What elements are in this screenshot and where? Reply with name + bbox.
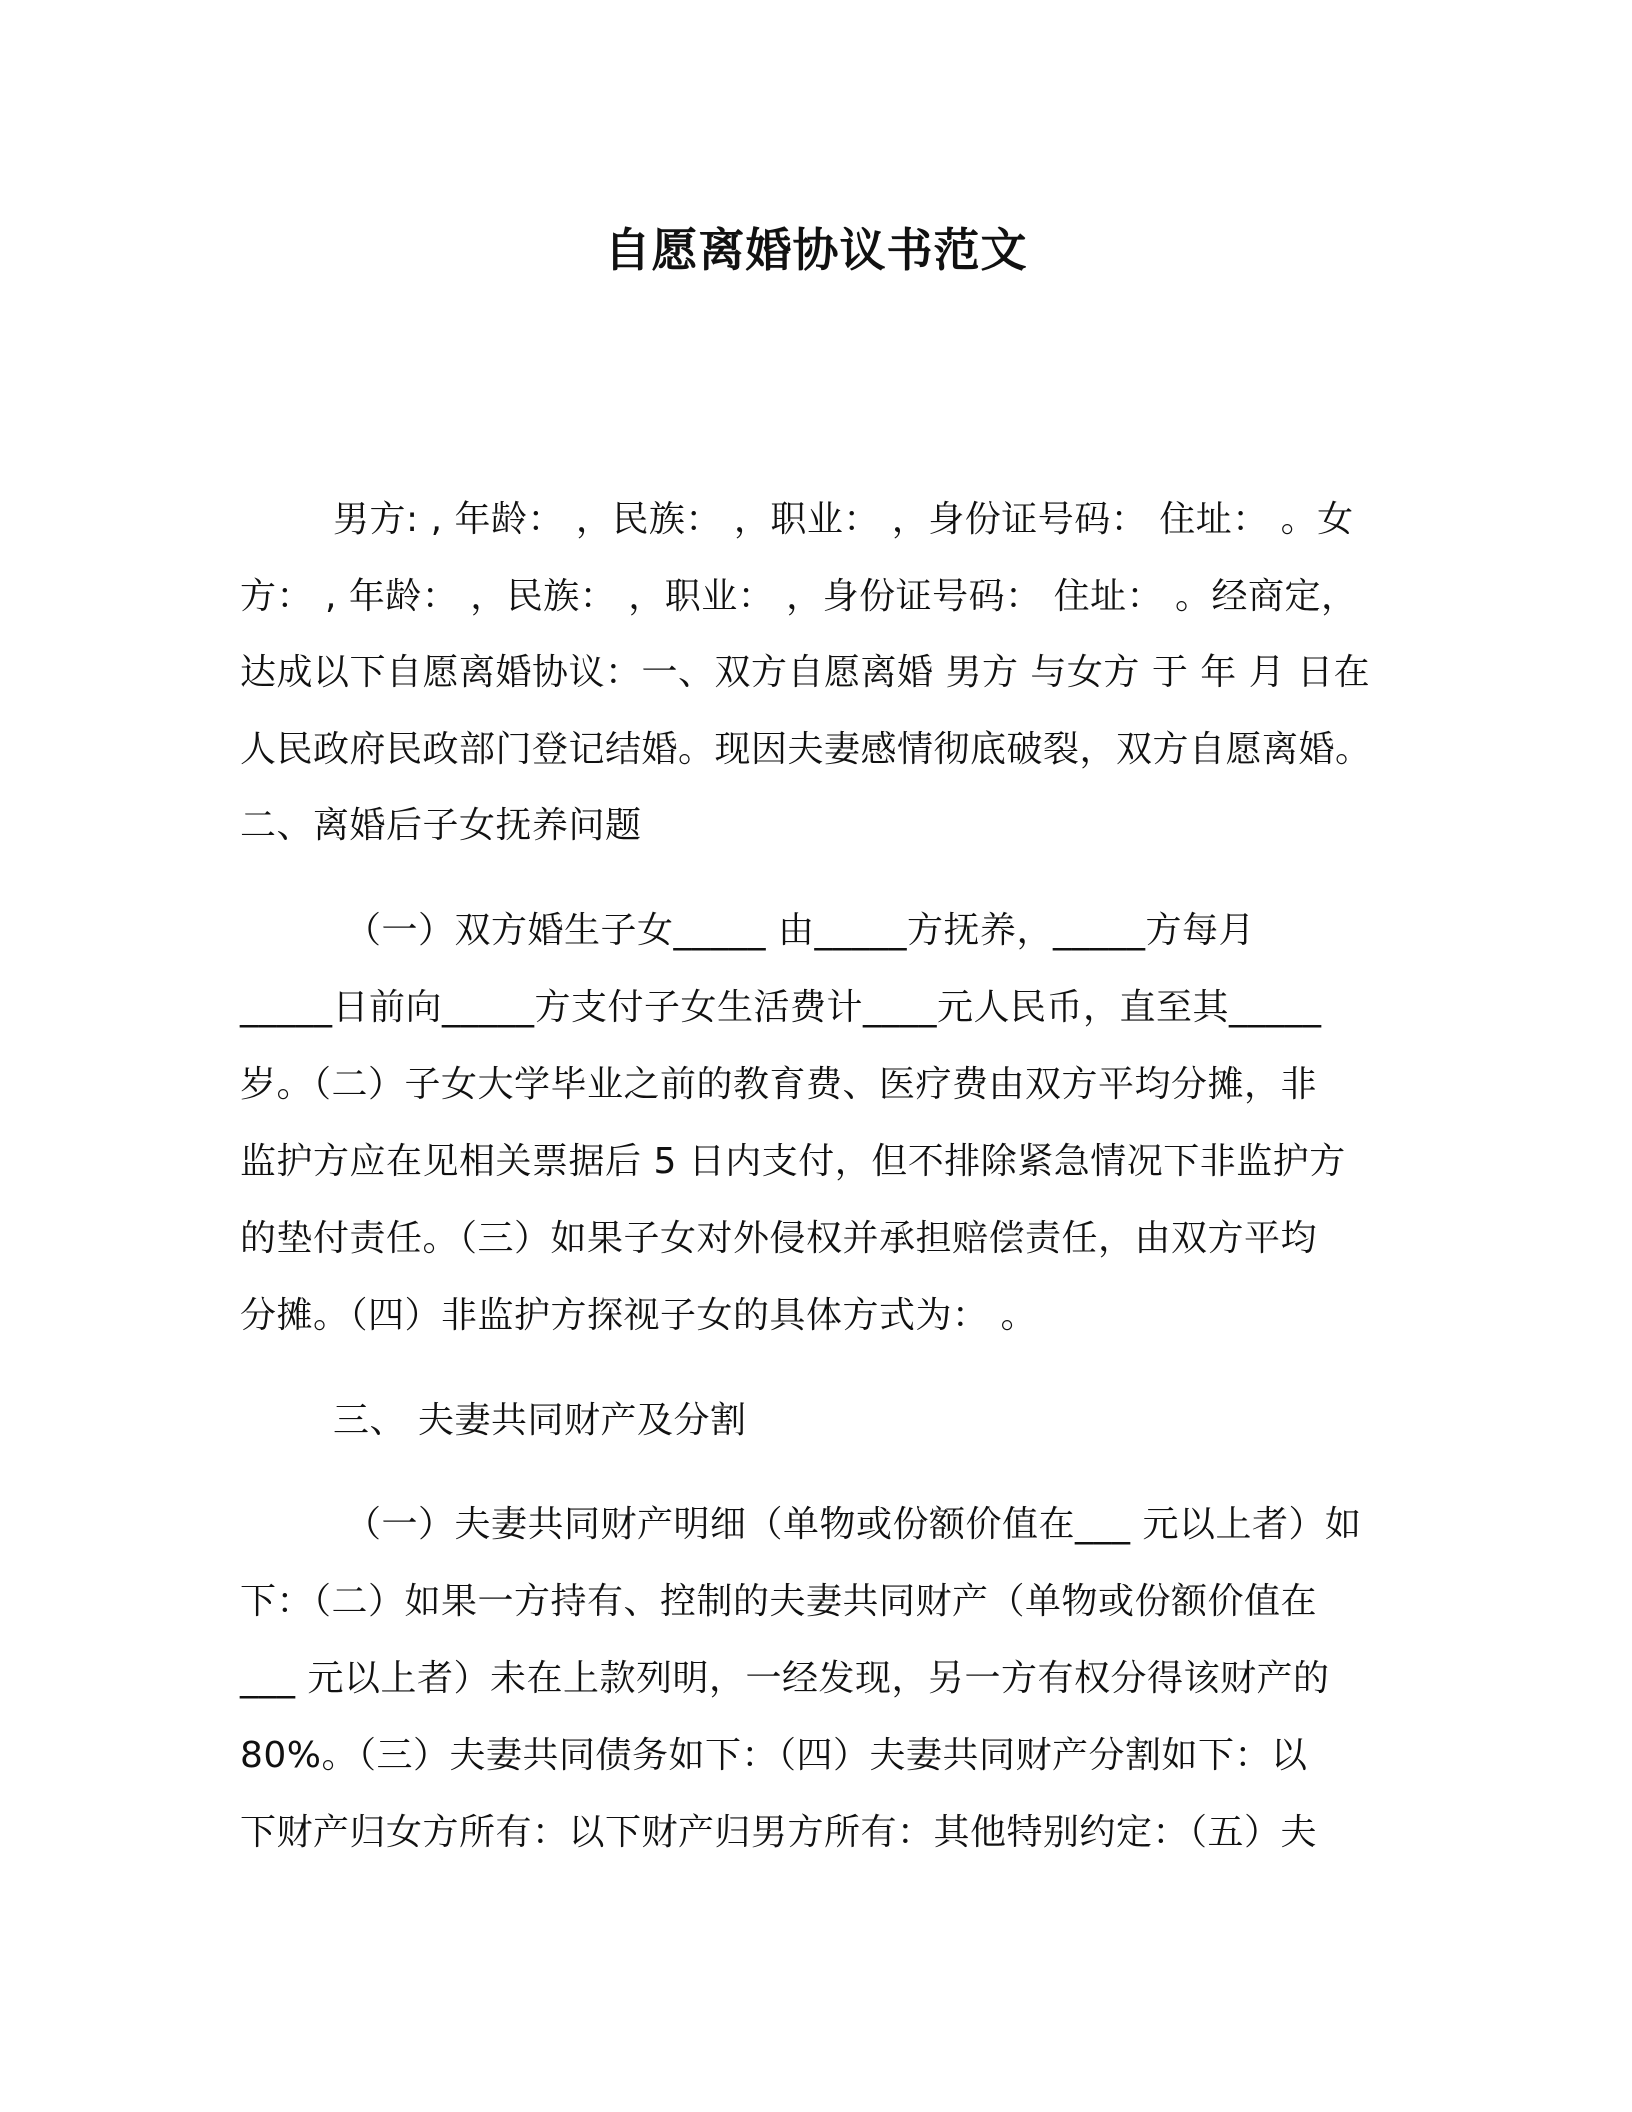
paragraph-line: （一）双方婚生子女_____ 由_____方抚养，_____方每月 xyxy=(345,910,1255,951)
paragraph-line: 下：（二）如果一方持有、控制的夫妻共同财产（单物或份额价值在 xyxy=(240,1581,1318,1622)
paragraph-line: 的垫付责任。（三）如果子女对外侵权并承担赔偿责任，由双方平均 xyxy=(240,1218,1318,1259)
paragraph-line: 岁。（二）子女大学毕业之前的教育费、医疗费由双方平均分摊，非 xyxy=(240,1064,1318,1105)
section-heading: 二、离婚后子女抚养问题 xyxy=(240,805,642,846)
document-title: 自愿离婚协议书范文 xyxy=(604,223,1028,277)
paragraph-line: ___ 元以上者）未在上款列明，一经发现，另一方有权分得该财产的 xyxy=(240,1658,1330,1699)
paragraph-line: _____日前向_____方支付子女生活费计____元人民币，直至其_____ xyxy=(240,987,1322,1028)
paragraph-line: 人民政府民政部门登记结婚。现因夫妻感情彻底破裂，双方自愿离婚。 xyxy=(240,729,1372,770)
paragraph-line: 监护方应在见相关票据后 5 日内支付，但不排除紧急情况下非监护方 xyxy=(240,1141,1346,1182)
paragraph-line: 方： , 年龄： ，民族： ，职业： ，身份证号码： 住址： 。经商定， xyxy=(240,576,1358,617)
paragraph-line: 达成以下自愿离婚协议：一、双方自愿离婚 男方 与女方 于 年 月 日在 xyxy=(240,652,1371,693)
paragraph-line: 男方: , 年龄： ，民族： ，职业： ，身份证号码： 住址： 。女 xyxy=(333,499,1354,540)
paragraph-line: 分摊。（四）非监护方探视子女的具体方式为： 。 xyxy=(240,1295,1037,1336)
section-heading: 三、 夫妻共同财产及分割 xyxy=(333,1400,747,1441)
paragraph-line: （一）夫妻共同财产明细（单物或份额价值在___ 元以上者）如 xyxy=(345,1504,1362,1545)
paragraph-line: 下财产归女方所有：以下财产归男方所有：其他特别约定：（五）夫 xyxy=(240,1812,1318,1853)
paragraph-line: 80%。（三）夫妻共同债务如下：（四）夫妻共同财产分割如下：以 xyxy=(240,1735,1308,1776)
